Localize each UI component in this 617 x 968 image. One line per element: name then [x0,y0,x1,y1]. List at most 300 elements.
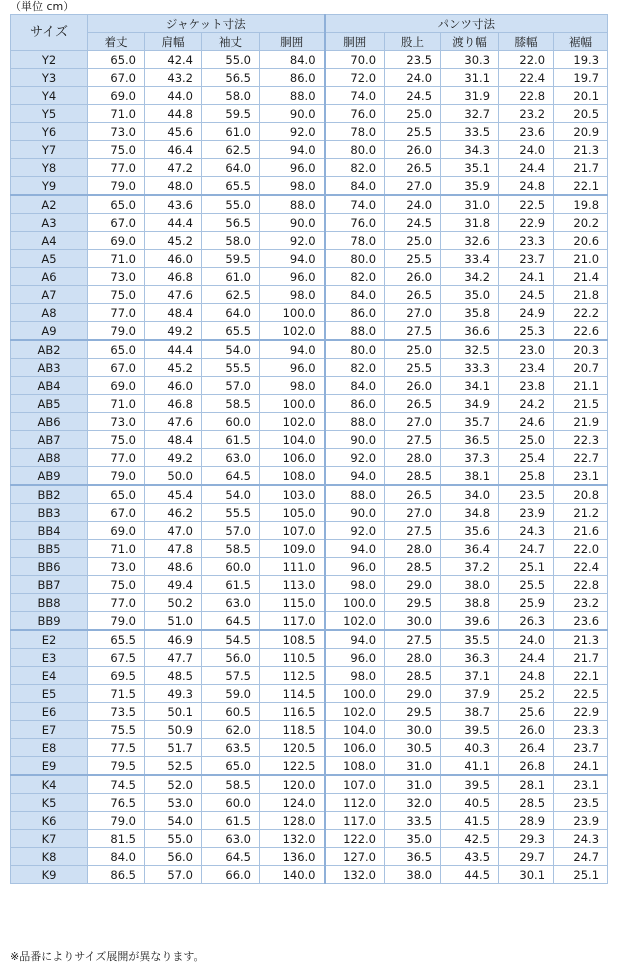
value-cell: 82.0 [325,268,385,286]
value-cell: 71.0 [88,540,145,558]
value-cell: 34.1 [441,377,499,395]
value-cell: 23.3 [554,721,608,739]
value-cell: 90.0 [325,431,385,449]
value-cell: 29.5 [385,703,441,721]
table-row [11,812,608,830]
value-cell: 22.4 [554,558,608,576]
size-cell: A7 [11,286,88,304]
value-cell: 63.0 [202,830,260,848]
value-cell: 58.5 [202,395,260,413]
value-cell: 37.2 [441,558,499,576]
value-cell: 57.0 [145,866,202,884]
value-cell: 51.7 [145,739,202,757]
value-cell: 46.8 [145,395,202,413]
value-cell: 25.0 [385,232,441,250]
value-cell: 38.0 [441,576,499,594]
value-cell: 23.7 [499,250,554,268]
value-cell: 82.0 [325,159,385,177]
value-cell: 102.0 [325,703,385,721]
table-row [11,721,608,739]
value-cell: 61.0 [202,268,260,286]
value-cell: 96.0 [260,359,325,377]
value-cell: 106.0 [325,739,385,757]
value-cell: 86.0 [260,69,325,87]
value-cell: 35.5 [441,630,499,649]
value-cell: 21.5 [554,395,608,413]
value-cell: 27.0 [385,504,441,522]
value-cell: 24.2 [499,395,554,413]
value-cell: 116.5 [260,703,325,721]
value-cell: 30.0 [385,612,441,631]
value-cell: 25.8 [499,467,554,486]
value-cell: 104.0 [260,431,325,449]
value-cell: 61.5 [202,576,260,594]
value-cell: 25.5 [385,250,441,268]
value-cell: 20.1 [554,87,608,105]
value-cell: 42.5 [441,830,499,848]
table-row [11,612,608,631]
value-cell: 96.0 [325,649,385,667]
value-cell: 47.6 [145,286,202,304]
value-cell: 55.0 [202,195,260,214]
value-cell: 113.0 [260,576,325,594]
value-cell: 24.5 [385,87,441,105]
value-cell: 75.0 [88,431,145,449]
value-cell: 55.0 [202,51,260,69]
value-cell: 98.0 [260,177,325,196]
value-cell: 20.7 [554,359,608,377]
value-cell: 98.0 [325,576,385,594]
value-cell: 45.2 [145,232,202,250]
value-cell: 136.0 [260,848,325,866]
value-cell: 108.0 [260,467,325,486]
value-cell: 58.0 [202,87,260,105]
value-cell: 107.0 [260,522,325,540]
value-cell: 23.1 [554,467,608,486]
value-cell: 69.0 [88,87,145,105]
value-cell: 43.6 [145,195,202,214]
value-cell: 103.0 [260,485,325,504]
value-cell: 27.5 [385,522,441,540]
size-cell: K9 [11,866,88,884]
value-cell: 25.4 [499,449,554,467]
value-cell: 80.0 [325,141,385,159]
value-cell: 26.3 [499,612,554,631]
value-cell: 64.5 [202,467,260,486]
value-cell: 48.0 [145,177,202,196]
value-cell: 34.8 [441,504,499,522]
size-cell: Y4 [11,87,88,105]
value-cell: 124.0 [260,794,325,812]
table-row [11,340,608,359]
table-row [11,540,608,558]
value-cell: 36.3 [441,649,499,667]
value-cell: 33.5 [385,812,441,830]
value-cell: 88.0 [260,195,325,214]
value-cell: 117.0 [325,812,385,830]
value-cell: 120.5 [260,739,325,757]
size-cell: Y9 [11,177,88,196]
table-row [11,703,608,721]
value-cell: 24.1 [499,268,554,286]
value-cell: 24.0 [499,141,554,159]
value-cell: 31.9 [441,87,499,105]
value-cell: 50.1 [145,703,202,721]
value-cell: 46.9 [145,630,202,649]
value-cell: 108.5 [260,630,325,649]
value-cell: 118.5 [260,721,325,739]
value-cell: 24.3 [499,522,554,540]
value-cell: 23.5 [385,51,441,69]
value-cell: 29.0 [385,685,441,703]
value-cell: 39.5 [441,775,499,794]
value-cell: 25.1 [499,558,554,576]
value-cell: 20.3 [554,340,608,359]
value-cell: 21.4 [554,268,608,286]
value-cell: 23.7 [554,739,608,757]
value-cell: 58.5 [202,775,260,794]
value-cell: 92.0 [260,123,325,141]
value-cell: 86.0 [325,395,385,413]
value-cell: 70.0 [325,51,385,69]
value-cell: 76.5 [88,794,145,812]
table-row [11,522,608,540]
size-cell: E7 [11,721,88,739]
value-cell: 30.0 [385,721,441,739]
table-row [11,268,608,286]
value-cell: 44.4 [145,340,202,359]
value-cell: 35.7 [441,413,499,431]
value-cell: 72.0 [325,69,385,87]
value-cell: 26.0 [385,141,441,159]
pants-hem-header: 裾幅 [554,33,608,51]
value-cell: 46.0 [145,377,202,395]
value-cell: 44.8 [145,105,202,123]
value-cell: 24.9 [499,304,554,322]
value-cell: 73.5 [88,703,145,721]
value-cell: 94.0 [325,630,385,649]
value-cell: 25.9 [499,594,554,612]
value-cell: 84.0 [325,286,385,304]
value-cell: 19.7 [554,69,608,87]
value-cell: 81.5 [88,830,145,848]
value-cell: 75.5 [88,721,145,739]
value-cell: 64.0 [202,304,260,322]
value-cell: 62.5 [202,141,260,159]
value-cell: 73.0 [88,558,145,576]
value-cell: 21.1 [554,377,608,395]
header-row-groups [11,15,608,33]
value-cell: 37.1 [441,667,499,685]
value-cell: 35.0 [441,286,499,304]
value-cell: 120.0 [260,775,325,794]
value-cell: 28.5 [385,558,441,576]
value-cell: 31.0 [441,195,499,214]
value-cell: 45.2 [145,359,202,377]
value-cell: 25.0 [385,105,441,123]
value-cell: 35.1 [441,159,499,177]
value-cell: 30.3 [441,51,499,69]
value-cell: 88.0 [325,413,385,431]
value-cell: 62.0 [202,721,260,739]
value-cell: 46.8 [145,268,202,286]
value-cell: 54.0 [145,812,202,830]
value-cell: 49.2 [145,322,202,341]
value-cell: 25.6 [499,703,554,721]
value-cell: 94.0 [325,540,385,558]
value-cell: 64.5 [202,848,260,866]
value-cell: 48.4 [145,431,202,449]
value-cell: 34.3 [441,141,499,159]
value-cell: 45.4 [145,485,202,504]
value-cell: 98.0 [260,286,325,304]
value-cell: 23.1 [554,775,608,794]
value-cell: 65.0 [88,195,145,214]
value-cell: 47.2 [145,159,202,177]
table-row [11,395,608,413]
size-cell: AB3 [11,359,88,377]
value-cell: 21.7 [554,649,608,667]
value-cell: 22.7 [554,449,608,467]
size-cell: AB8 [11,449,88,467]
size-cell: K4 [11,775,88,794]
value-cell: 25.5 [385,359,441,377]
table-row [11,250,608,268]
value-cell: 65.5 [202,322,260,341]
value-cell: 96.0 [325,558,385,576]
value-cell: 28.0 [385,649,441,667]
size-cell: E8 [11,739,88,757]
value-cell: 20.2 [554,214,608,232]
value-cell: 98.0 [260,377,325,395]
size-cell: E4 [11,667,88,685]
value-cell: 40.3 [441,739,499,757]
value-cell: 132.0 [325,866,385,884]
value-cell: 60.0 [202,558,260,576]
table-row [11,830,608,848]
pants-thigh-header: 渡り幅 [441,33,499,51]
value-cell: 22.0 [499,51,554,69]
table-row [11,286,608,304]
value-cell: 21.0 [554,250,608,268]
value-cell: 46.0 [145,250,202,268]
value-cell: 73.0 [88,123,145,141]
value-cell: 57.5 [202,667,260,685]
value-cell: 67.0 [88,504,145,522]
size-cell: BB3 [11,504,88,522]
value-cell: 26.0 [499,721,554,739]
value-cell: 102.0 [260,413,325,431]
value-cell: 80.0 [325,250,385,268]
jacket-shoulder-header: 肩幅 [145,33,202,51]
pants-waist-header: 胴囲 [325,33,385,51]
value-cell: 61.0 [202,123,260,141]
size-cell: K6 [11,812,88,830]
value-cell: 19.3 [554,51,608,69]
value-cell: 44.5 [441,866,499,884]
value-cell: 63.5 [202,739,260,757]
value-cell: 63.0 [202,594,260,612]
jacket-group-header: ジャケット寸法 [88,15,325,33]
value-cell: 25.0 [499,431,554,449]
table-row [11,576,608,594]
value-cell: 92.0 [260,232,325,250]
value-cell: 34.9 [441,395,499,413]
value-cell: 32.0 [385,794,441,812]
value-cell: 56.0 [145,848,202,866]
size-cell: BB4 [11,522,88,540]
value-cell: 50.0 [145,467,202,486]
value-cell: 94.0 [260,141,325,159]
value-cell: 29.7 [499,848,554,866]
value-cell: 77.0 [88,449,145,467]
value-cell: 20.8 [554,485,608,504]
value-cell: 38.0 [385,866,441,884]
value-cell: 25.5 [499,576,554,594]
value-cell: 104.0 [325,721,385,739]
value-cell: 28.5 [499,794,554,812]
value-cell: 105.0 [260,504,325,522]
table-row [11,757,608,776]
value-cell: 25.2 [499,685,554,703]
size-cell: A4 [11,232,88,250]
value-cell: 63.0 [202,449,260,467]
value-cell: 42.4 [145,51,202,69]
size-cell: Y7 [11,141,88,159]
value-cell: 112.5 [260,667,325,685]
unit-label: （単位 cm） [10,0,75,13]
value-cell: 79.0 [88,812,145,830]
size-cell: A5 [11,250,88,268]
size-column-header: サイズ [11,15,88,51]
value-cell: 60.5 [202,703,260,721]
value-cell: 28.0 [385,540,441,558]
value-cell: 66.0 [202,866,260,884]
value-cell: 21.9 [554,413,608,431]
value-cell: 115.0 [260,594,325,612]
value-cell: 74.0 [325,195,385,214]
value-cell: 84.0 [260,51,325,69]
value-cell: 77.0 [88,594,145,612]
value-cell: 28.9 [499,812,554,830]
value-cell: 23.9 [554,812,608,830]
size-cell: E3 [11,649,88,667]
value-cell: 44.4 [145,214,202,232]
value-cell: 23.2 [554,594,608,612]
size-cell: BB2 [11,485,88,504]
value-cell: 127.0 [325,848,385,866]
value-cell: 29.0 [385,576,441,594]
value-cell: 23.2 [499,105,554,123]
value-cell: 35.9 [441,177,499,196]
value-cell: 35.0 [385,830,441,848]
value-cell: 22.4 [499,69,554,87]
value-cell: 74.0 [325,87,385,105]
value-cell: 84.0 [325,377,385,395]
value-cell: 111.0 [260,558,325,576]
value-cell: 60.0 [202,794,260,812]
value-cell: 79.0 [88,467,145,486]
table-row [11,866,608,884]
value-cell: 24.7 [554,848,608,866]
table-row [11,413,608,431]
value-cell: 36.6 [441,322,499,341]
value-cell: 31.1 [441,69,499,87]
value-cell: 21.3 [554,141,608,159]
value-cell: 140.0 [260,866,325,884]
value-cell: 21.3 [554,630,608,649]
value-cell: 38.8 [441,594,499,612]
value-cell: 52.5 [145,757,202,776]
value-cell: 21.6 [554,522,608,540]
value-cell: 100.0 [325,594,385,612]
value-cell: 88.0 [325,322,385,341]
jacket-sleeve-header: 袖丈 [202,33,260,51]
value-cell: 65.0 [88,51,145,69]
size-cell: AB7 [11,431,88,449]
value-cell: 110.5 [260,649,325,667]
value-cell: 21.8 [554,286,608,304]
value-cell: 31.8 [441,214,499,232]
value-cell: 107.0 [325,775,385,794]
size-cell: E9 [11,757,88,776]
value-cell: 49.4 [145,576,202,594]
table-row [11,359,608,377]
value-cell: 84.0 [88,848,145,866]
value-cell: 67.0 [88,214,145,232]
value-cell: 100.0 [260,395,325,413]
value-cell: 34.2 [441,268,499,286]
value-cell: 54.0 [202,340,260,359]
value-cell: 22.9 [499,214,554,232]
value-cell: 22.1 [554,177,608,196]
value-cell: 36.5 [441,431,499,449]
value-cell: 25.5 [385,123,441,141]
size-cell: BB9 [11,612,88,631]
size-cell: BB7 [11,576,88,594]
table-row [11,214,608,232]
value-cell: 96.0 [260,159,325,177]
table-row [11,504,608,522]
value-cell: 56.5 [202,69,260,87]
value-cell: 79.0 [88,322,145,341]
table-row [11,431,608,449]
value-cell: 27.0 [385,413,441,431]
value-cell: 90.0 [260,105,325,123]
value-cell: 24.1 [554,757,608,776]
value-cell: 75.0 [88,141,145,159]
value-cell: 76.0 [325,105,385,123]
value-cell: 20.6 [554,232,608,250]
size-cell: E2 [11,630,88,649]
value-cell: 24.6 [499,413,554,431]
table-row [11,467,608,486]
size-cell: BB5 [11,540,88,558]
value-cell: 29.5 [385,594,441,612]
value-cell: 33.3 [441,359,499,377]
size-cell: Y5 [11,105,88,123]
value-cell: 59.0 [202,685,260,703]
value-cell: 22.1 [554,667,608,685]
value-cell: 23.8 [499,377,554,395]
value-cell: 71.0 [88,395,145,413]
value-cell: 23.6 [499,123,554,141]
value-cell: 46.2 [145,504,202,522]
table-row [11,105,608,123]
value-cell: 27.5 [385,431,441,449]
value-cell: 41.1 [441,757,499,776]
value-cell: 82.0 [325,359,385,377]
